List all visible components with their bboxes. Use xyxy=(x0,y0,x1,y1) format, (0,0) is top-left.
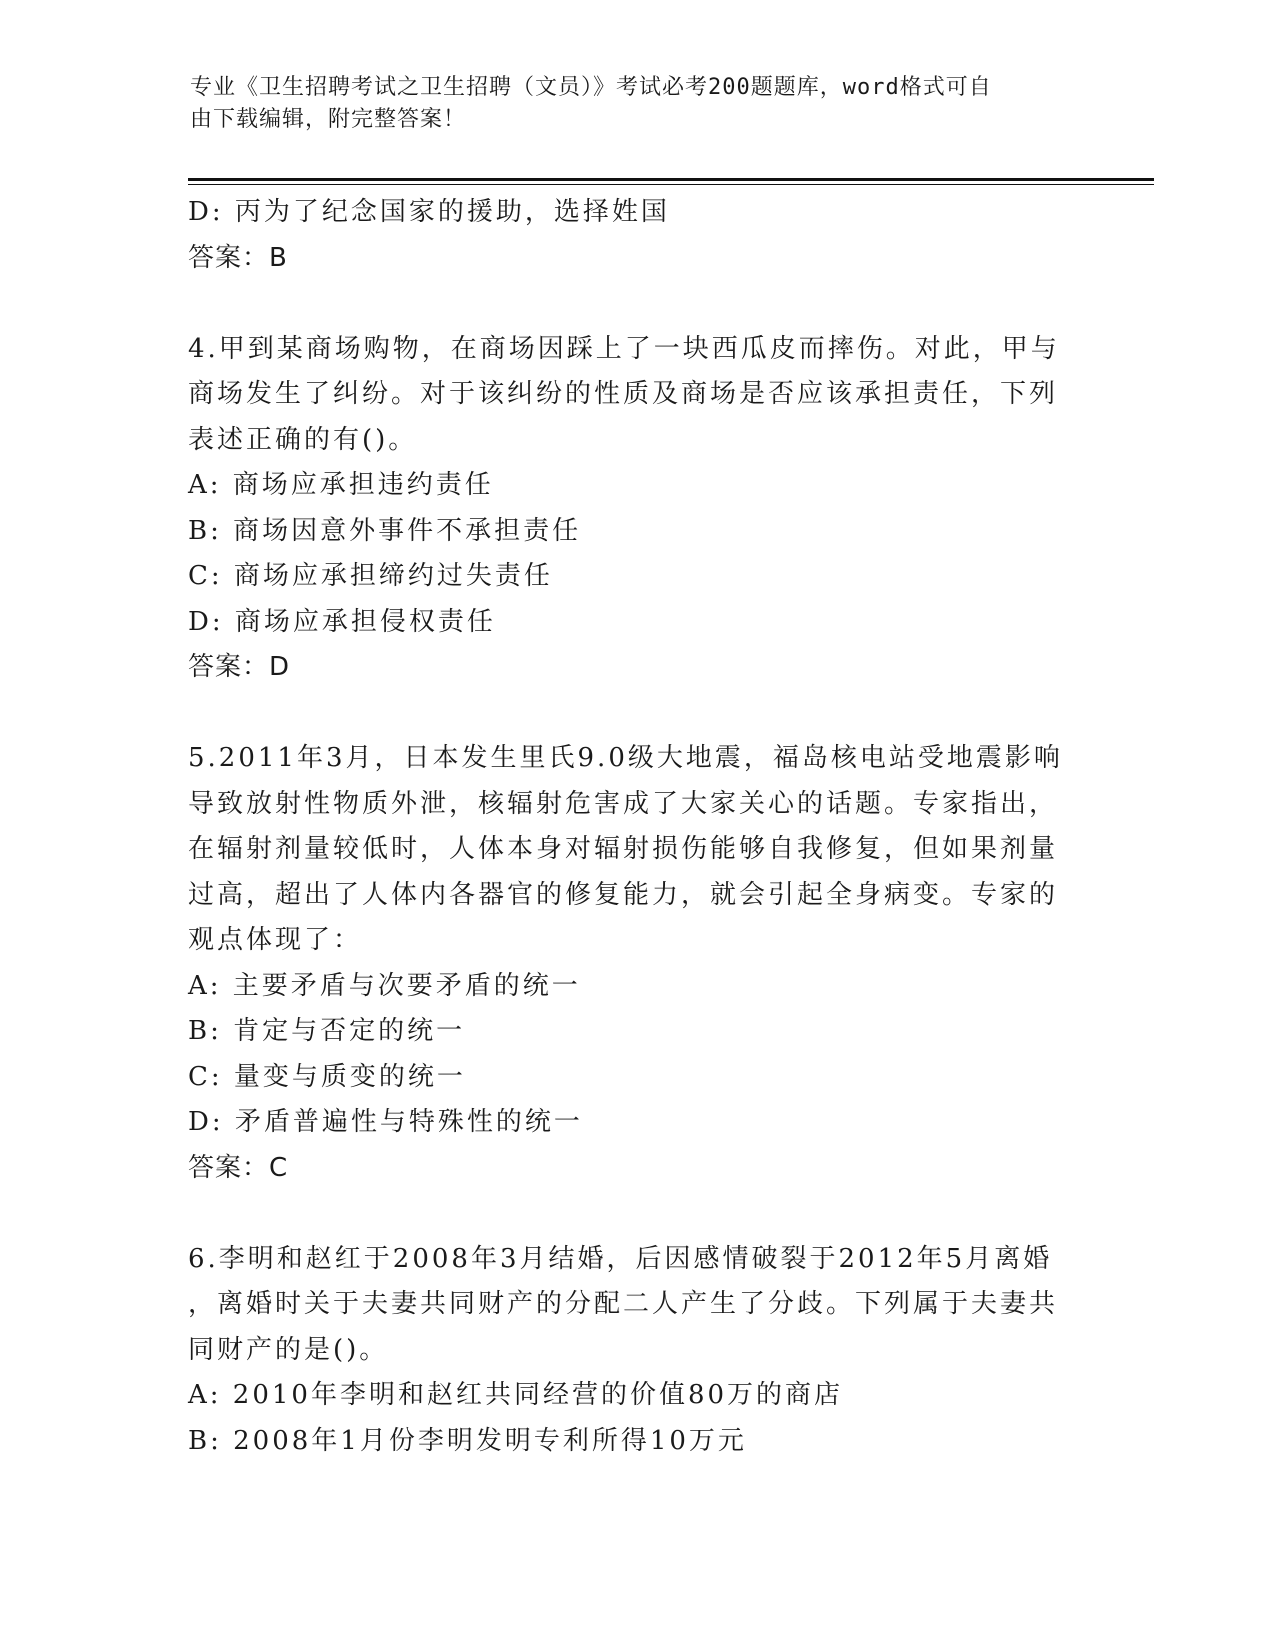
q3-answer: 答案：B xyxy=(188,242,288,273)
header-divider-thick xyxy=(188,178,1154,181)
q4-answer: 答案：D xyxy=(188,652,291,682)
header-divider-thin xyxy=(188,184,1154,185)
question-5 xyxy=(188,736,1068,1191)
spacer xyxy=(188,1191,1068,1237)
q5-stem-line: 导致放射性物质外泄，核辐射危害成了大家关心的话题。专家指出， xyxy=(188,788,1059,819)
spacer xyxy=(188,281,1068,327)
q4-option-d: D: 商场应承担侵权责任 xyxy=(188,606,496,637)
question-3 xyxy=(188,190,1068,281)
document-body xyxy=(188,190,1068,1464)
q4-stem-line: 4.甲到某商场购物，在商场因踩上了一块西瓜皮而摔伤。对此，甲与 xyxy=(188,333,1060,364)
q5-stem-line: 5.2011年3月，日本发生里氏9.0级大地震，福岛核电站受地震影响 xyxy=(188,743,1063,773)
q5-stem-line: 过高，超出了人体内各器官的修复能力，就会引起全身病变。专家的 xyxy=(188,879,1059,910)
q5-answer: 答案：C xyxy=(188,1152,289,1183)
q4-option-a: A: 商场应承担违约责任 xyxy=(188,470,494,500)
header-line-2: 由下载编辑，附完整答案！ xyxy=(190,107,467,132)
document-header xyxy=(190,72,1070,136)
q4-stem-line: 表述正确的有()。 xyxy=(188,424,418,455)
q6-option-a: A: 2010年李明和赵红共同经营的价值80万的商店 xyxy=(188,1380,844,1410)
q5-option-b: B: 肯定与否定的统一 xyxy=(188,1016,466,1046)
q3-option-d: D: 丙为了纪念国家的援助，选择姓国 xyxy=(188,197,670,227)
q6-stem-line: ，离婚时关于夫妻共同财产的分配二人产生了分歧。下列属于夫妻共 xyxy=(188,1289,1059,1319)
spacer xyxy=(188,691,1068,737)
q5-stem-line: 在辐射剂量较低时，人体本身对辐射损伤能够自我修复，但如果剂量 xyxy=(188,834,1059,864)
question-6 xyxy=(188,1237,1068,1465)
q5-option-d: D: 矛盾普遍性与特殊性的统一 xyxy=(188,1107,583,1137)
q6-stem-line: 同财产的是()。 xyxy=(188,1334,389,1365)
header-line-1: 专业《卫生招聘考试之卫生招聘（文员）》考试必考200题题库，word格式可自 xyxy=(190,75,992,100)
q4-option-c: C: 商场应承担缔约过失责任 xyxy=(188,561,553,591)
question-4 xyxy=(188,327,1068,691)
q5-stem-line: 观点体现了： xyxy=(188,925,363,955)
q6-option-b: B: 2008年1月份李明发明专利所得10万元 xyxy=(188,1425,747,1456)
q5-option-a: A: 主要矛盾与次要矛盾的统一 xyxy=(188,970,581,1001)
q4-stem-line: 商场发生了纠纷。对于该纠纷的性质及商场是否应该承担责任，下列 xyxy=(188,379,1059,409)
q6-stem-line: 6.李明和赵红于2008年3月结婚，后因感情破裂于2012年5月离婚 xyxy=(188,1243,1053,1274)
q4-option-b: B: 商场因意外事件不承担责任 xyxy=(188,515,582,546)
q5-option-c: C: 量变与质变的统一 xyxy=(188,1061,466,1092)
